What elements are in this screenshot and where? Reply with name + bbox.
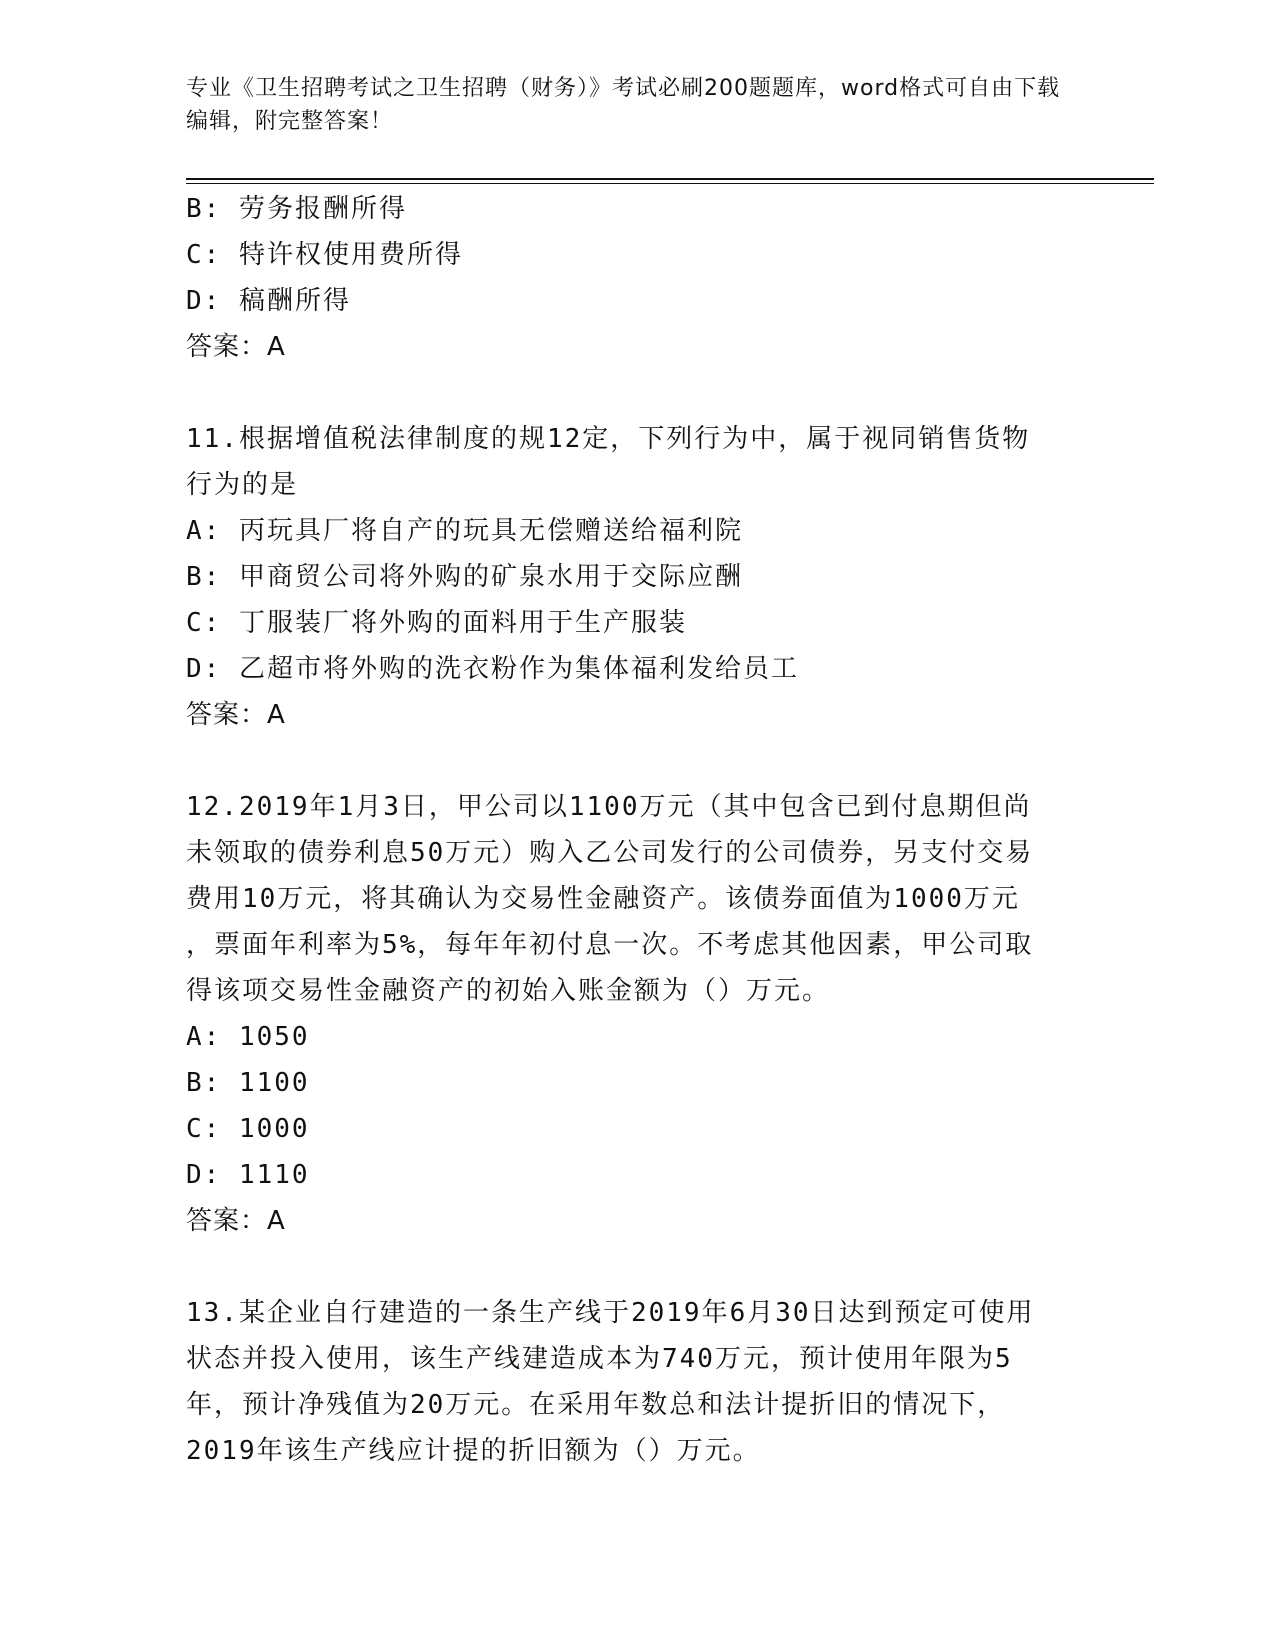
- document-header: 专业《卫生招聘考试之卫生招聘（财务）》考试必刷200题题库，word格式可自由下载编辑，附完整答案！: [186, 76, 1061, 134]
- option-line: C: 特许权使用费所得: [186, 240, 463, 270]
- question-line: 行为的是: [186, 470, 299, 500]
- paragraph-gap: [186, 370, 1086, 416]
- question-line: 11.根据增值税法律制度的规12定，下列行为中，属于视同销售货物: [186, 424, 1031, 454]
- option-line: D: 稿酬所得: [186, 286, 351, 316]
- header-divider-thick: [186, 178, 1154, 180]
- option-line: A: 丙玩具厂将自产的玩具无偿赠送给福利院: [186, 516, 743, 546]
- header-divider-thin: [186, 183, 1154, 184]
- answer-line: 答案：A: [186, 332, 286, 362]
- answer-line: 答案：A: [186, 700, 286, 730]
- question-stem: [186, 1290, 1086, 1474]
- option-line: C: 丁服装厂将外购的面料用于生产服装: [186, 608, 687, 638]
- question-line: 12.2019年1月3日，甲公司以1100万元（其中包含已到付息期但尚: [186, 792, 1032, 822]
- option-line: B: 劳务报酬所得: [186, 194, 407, 224]
- answer-line: 答案：A: [186, 1206, 286, 1236]
- question-line: 年，预计净残值为20万元。在采用年数总和法计提折旧的情况下，: [186, 1390, 1006, 1420]
- question-line: 13.某企业自行建造的一条生产线于2019年6月30日达到预定可使用: [186, 1298, 1035, 1328]
- question-line: 状态并投入使用，该生产线建造成本为740万元，预计使用年限为5: [186, 1344, 1013, 1374]
- option-line: D: 1110: [186, 1160, 310, 1190]
- option-line: A: 1050: [186, 1022, 310, 1052]
- question-stem: [186, 416, 1086, 508]
- question-content: [186, 186, 1086, 1474]
- option-line: C: 1000: [186, 1114, 310, 1144]
- question-line: 未领取的债券利息50万元）购入乙公司发行的公司债券，另支付交易: [186, 838, 1034, 868]
- question-line: 2019年该生产线应计提的折旧额为（）万元。: [186, 1436, 761, 1466]
- question-line: 费用10万元，将其确认为交易性金融资产。该债券面值为1000万元: [186, 884, 1020, 914]
- question-stem: [186, 784, 1086, 1014]
- question-line: 得该项交易性金融资产的初始入账金额为（）万元。: [186, 976, 831, 1006]
- option-line: D: 乙超市将外购的洗衣粉作为集体福利发给员工: [186, 654, 799, 684]
- paragraph-gap: [186, 738, 1086, 784]
- option-line: B: 1100: [186, 1068, 310, 1098]
- option-line: B: 甲商贸公司将外购的矿泉水用于交际应酬: [186, 562, 743, 592]
- question-line: ，票面年利率为5%，每年年初付息一次。不考虑其他因素，甲公司取: [186, 930, 1034, 960]
- paragraph-gap: [186, 1244, 1086, 1290]
